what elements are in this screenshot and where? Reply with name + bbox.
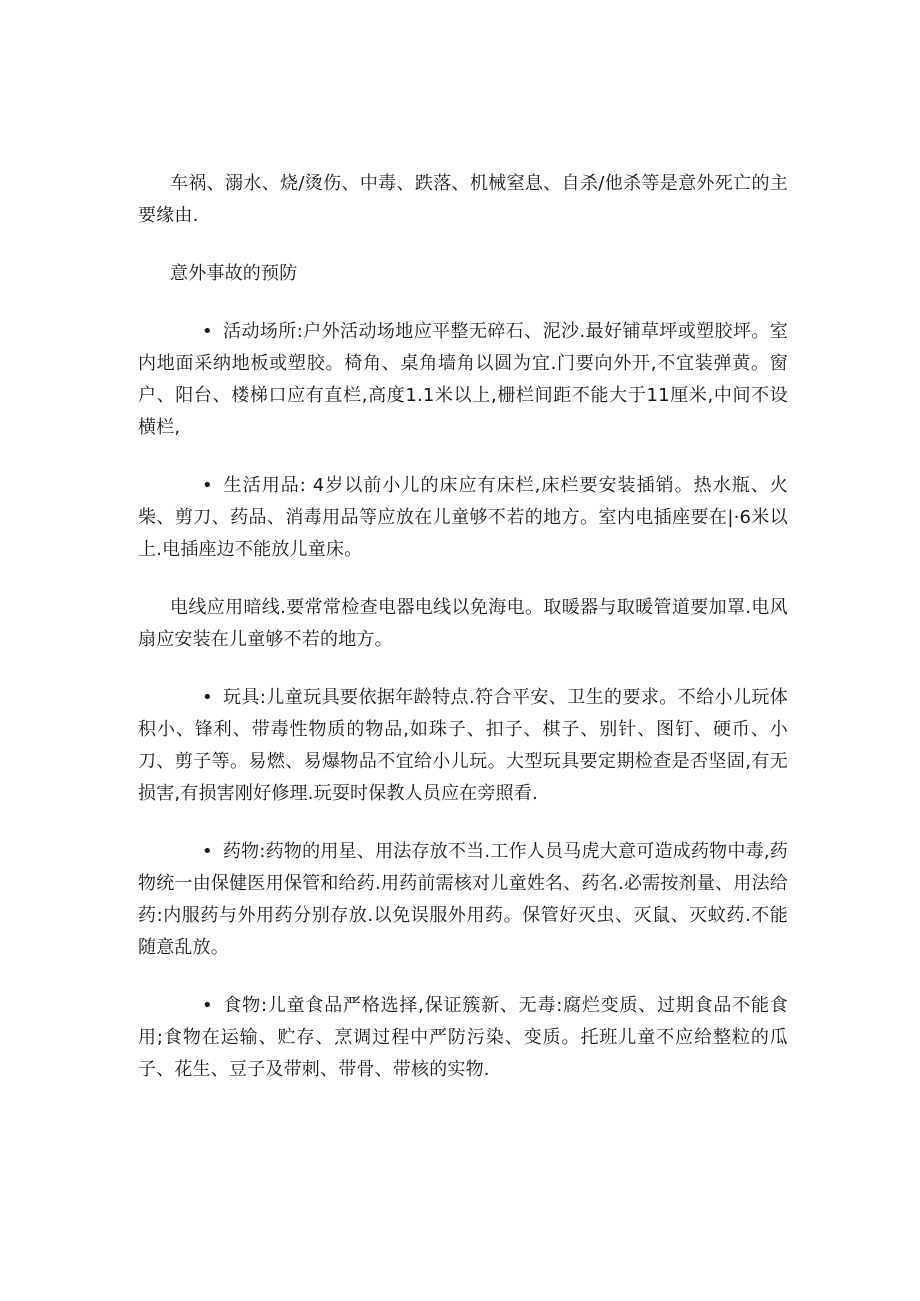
- bullet-daily-text: 生活用品: 4岁以前小儿的床应有床栏,床栏要安装插销。热水瓶、火柴、剪刀、药品、消毒用品等应放在儿童够不若的地方。室内电插座要在|·6米以上.电插座边不能放儿童床。: [138, 475, 788, 560]
- intro-paragraph: 车祸、溺水、烧/烫伤、中毒、跌落、机械窒息、自杀/他杀等是意外死亡的主要缘由.: [138, 173, 788, 226]
- bullet-marker: •: [202, 995, 213, 1016]
- bullet-medicine: [138, 836, 788, 964]
- bullet-marker: •: [202, 687, 213, 708]
- bullet-marker: •: [202, 321, 213, 342]
- bullet-food: [138, 990, 788, 1086]
- bullet-medicine-text: 药物:药物的用星、用法存放不当.工作人员马虎大意可造成药物中毒,药物统一由保健医用保管和给药.用药前需核对儿童姓名、药名.必需按剂量、用法给药:内服药与外用药分别存放.以免误服外用药。保管好灭虫、灭鼠、灭蚊药.不能随意乱放。: [138, 841, 788, 958]
- bullet-food-text: 食物:儿童食品严格选择,保证簇新、无毒:腐烂变质、过期食品不能食用;食物在运输、贮存、烹调过程中严防污染、变质。托班儿童不应给整粒的瓜子、花生、豆子及带刺、带骨、带核的实物.: [138, 995, 788, 1080]
- bullet-activity-area: [138, 316, 788, 444]
- electric-paragraph: 电线应用暗线.要常常检查电器电线以免海电。取暖器与取暖管道要加罩.电风扇应安装在儿童够不若的地方。: [138, 597, 788, 650]
- bullet-activity-text: 活动场所:户外活动场地应平整无碎石、泥沙.最好铺草坪或塑胶坪。室内地面采纳地板或塑胶。椅角、桌角墙角以圆为宜.门要向外开,不宜装弹黄。窗户、阳台、楼梯口应有直栏,高度1.1米以上,栅栏间距不能大于11厘米,中间不设横栏,: [138, 321, 788, 438]
- bullet-marker: •: [202, 475, 213, 496]
- bullet-marker: •: [202, 841, 213, 862]
- bullet-daily-items: [138, 470, 788, 566]
- section-heading: 意外事故的预防: [170, 263, 298, 284]
- bullet-toys-text: 玩具:儿童玩具要依据年龄特点.符合平安、卫生的要求。不给小儿玩体积小、锋利、带毒性物质的物品,如珠子、扣子、棋子、别针、图钉、硬币、小刀、剪子等。易燃、易爆物品不宜给小儿玩。大型玩具要定期检查是否坚固,有无损害,有损害刚好修理.玩耍时保教人员应在旁照看.: [138, 687, 788, 804]
- document-body: [138, 168, 788, 1112]
- bullet-toys: [138, 682, 788, 810]
